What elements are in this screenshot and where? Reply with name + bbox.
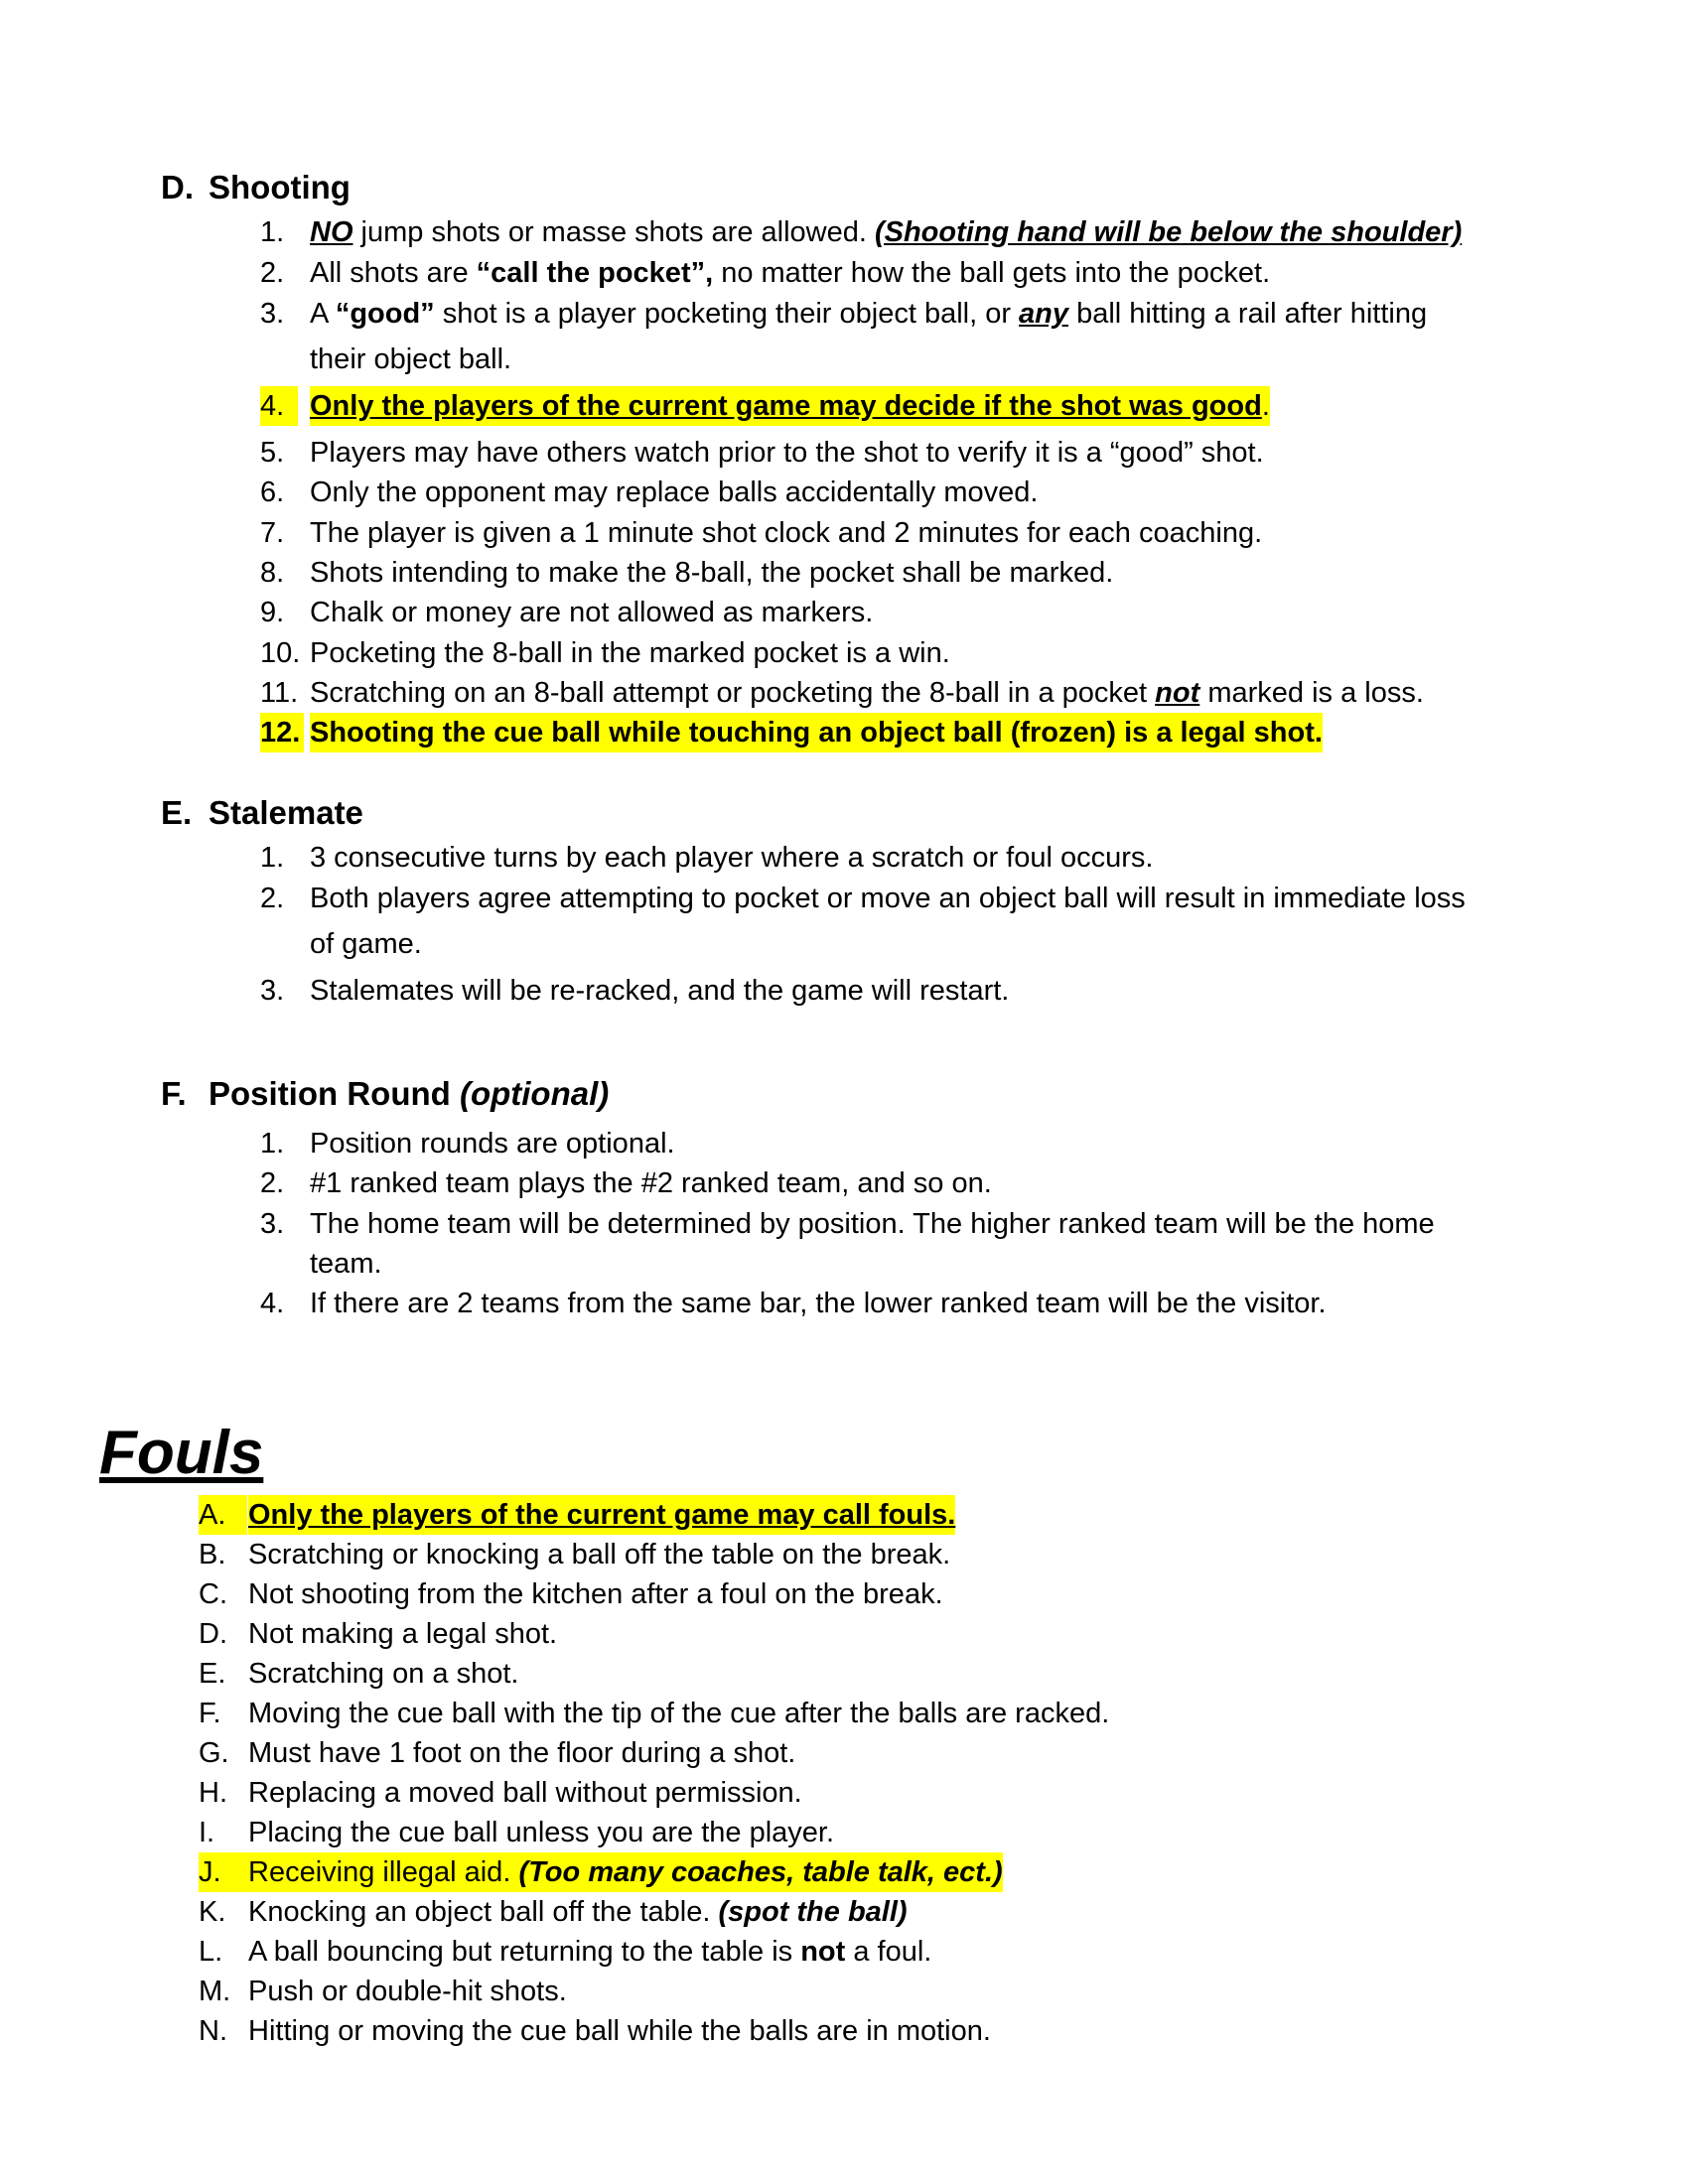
item-number: 4. <box>260 1288 285 1319</box>
item-text: Not making a legal shot. <box>248 1618 558 1650</box>
section-e-heading <box>161 794 363 832</box>
item-number: K. <box>199 1896 226 1928</box>
item-number: 1. <box>260 1128 285 1160</box>
item-number: B. <box>199 1539 226 1570</box>
item-text-part: . <box>1261 390 1270 422</box>
item-text: Replacing a moved ball without permission. <box>248 1777 802 1809</box>
item-number: 3. <box>260 975 285 1007</box>
item-text-part: no matter how the ball gets into the pocket. <box>713 257 1271 289</box>
item-continuation: team. <box>310 1248 382 1280</box>
item-text: 3 consecutive turns by each player where a scratch or foul occurs. <box>310 842 1154 874</box>
fouls-heading: Fouls <box>99 1419 264 1487</box>
item-number: L. <box>199 1936 223 1968</box>
item-number: A. <box>199 1495 247 1535</box>
item-text: Pocketing the 8-ball in the marked pocket is a win. <box>310 637 950 669</box>
item-text <box>248 1932 931 1972</box>
emphasis-text: (Shooting hand will be below the shoulder) <box>874 216 1463 248</box>
item-number: 2. <box>260 1167 285 1199</box>
item-text <box>310 253 1270 293</box>
item-number: 10. <box>260 637 301 669</box>
item-text <box>310 294 1427 334</box>
item-number: N. <box>199 2015 227 2047</box>
item-text <box>310 212 1462 252</box>
item-text: The home team will be determined by position. The higher ranked team will be the home <box>310 1208 1435 1240</box>
section-title: Stalemate <box>209 794 363 831</box>
item-text: Only the opponent may replace balls accidentally moved. <box>310 477 1039 508</box>
item-number: J. <box>199 1852 261 1892</box>
item-text: Hitting or moving the cue ball while the balls are in motion. <box>248 2015 991 2047</box>
item-text: Position rounds are optional. <box>310 1128 675 1160</box>
item-text-part: shot is a player pocketing their object ball, or <box>434 298 1020 330</box>
item-number: I. <box>199 1817 215 1848</box>
emphasis-text: any <box>1019 298 1069 330</box>
item-text: #1 ranked team plays the #2 ranked team, and so on. <box>310 1167 992 1199</box>
item-number: 1. <box>260 216 285 248</box>
emphasis-text: “call the pocket”, <box>476 257 714 289</box>
item-text: Must have 1 foot on the floor during a shot. <box>248 1737 796 1769</box>
item-number: 8. <box>260 557 285 589</box>
item-number: 4. <box>260 386 298 426</box>
item-continuation: their object ball. <box>310 343 512 375</box>
item-text: Not shooting from the kitchen after a foul on the break. <box>248 1578 943 1610</box>
item-number: 6. <box>260 477 285 508</box>
item-number: 3. <box>260 298 285 330</box>
item-text: Both players agree attempting to pocket or move an object ball will result in immediate loss <box>310 883 1466 914</box>
section-title-optional: (optional) <box>459 1075 610 1112</box>
item-text: Chalk or money are not allowed as markers. <box>310 597 874 628</box>
section-letter: E. <box>161 794 193 831</box>
item-text-part: Scratching on an 8-ball attempt or pocketing the 8-ball in a pocket <box>310 677 1156 709</box>
item-text-part: All shots are <box>310 257 477 289</box>
item-number: 12. <box>260 713 304 752</box>
emphasis-text: not <box>1155 677 1200 709</box>
item-text-part: ball hitting a rail after hitting <box>1068 298 1428 330</box>
item-number: 9. <box>260 597 285 628</box>
item-text: Scratching on a shot. <box>248 1658 519 1690</box>
item-text: Scratching or knocking a ball off the table on the break. <box>248 1539 951 1570</box>
item-text: Only the players of the current game may call fouls. <box>248 1495 955 1535</box>
item-number: 3. <box>260 1208 285 1240</box>
item-number: G. <box>199 1737 229 1769</box>
item-text: Players may have others watch prior to the shot to verify it is a “good” shot. <box>310 437 1264 469</box>
item-number: M. <box>199 1976 231 2007</box>
emphasis-text: (spot the ball) <box>718 1896 908 1928</box>
item-text: Moving the cue ball with the tip of the cue after the balls are racked. <box>248 1698 1110 1729</box>
emphasis-text: (Too many coaches, table talk, ect.) <box>518 1856 1003 1888</box>
section-title: Position Round <box>209 1075 460 1112</box>
item-text: The player is given a 1 minute shot clock and 2 minutes for each coaching. <box>310 517 1263 549</box>
item-text: Shooting the cue ball while touching an object ball (frozen) is a legal shot. <box>310 713 1323 752</box>
item-text-part: marked is a loss. <box>1199 677 1424 709</box>
item-text <box>248 1892 908 1932</box>
section-letter: F. <box>161 1075 187 1112</box>
item-number: 7. <box>260 517 285 549</box>
item-continuation: of game. <box>310 928 422 960</box>
emphasis-text: “good” <box>335 298 435 330</box>
item-number: E. <box>199 1658 226 1690</box>
item-text-part: Knocking an object ball off the table. <box>248 1896 719 1928</box>
item-number: H. <box>199 1777 227 1809</box>
item-text <box>310 673 1424 713</box>
item-text: Stalemates will be re-racked, and the game will restart. <box>310 975 1010 1007</box>
item-number: 2. <box>260 883 285 914</box>
item-number: 5. <box>260 437 285 469</box>
emphasis-text: Only the players of the current game may decide if the shot was good <box>310 390 1262 422</box>
item-text-part: jump shots or masse shots are allowed. <box>352 216 875 248</box>
item-number: 11. <box>260 677 299 709</box>
item-number: C. <box>199 1578 227 1610</box>
item-text: Push or double-hit shots. <box>248 1976 567 2007</box>
item-text-part: A <box>310 298 336 330</box>
item-text: Placing the cue ball unless you are the player. <box>248 1817 835 1848</box>
item-text-part: a foul. <box>845 1936 932 1968</box>
section-f-heading <box>161 1075 609 1113</box>
item-text <box>248 1852 1003 1892</box>
item-text <box>310 386 1270 426</box>
item-number: F. <box>199 1698 221 1729</box>
emphasis-text: not <box>800 1936 846 1968</box>
item-number: D. <box>199 1618 227 1650</box>
item-text: Shots intending to make the 8-ball, the pocket shall be marked. <box>310 557 1114 589</box>
item-text: If there are 2 teams from the same bar, the lower ranked team will be the visitor. <box>310 1288 1327 1319</box>
item-number: 1. <box>260 842 285 874</box>
emphasis-text: NO <box>310 216 353 248</box>
section-letter: D. <box>161 169 194 205</box>
section-d-heading <box>161 169 351 206</box>
item-text-part: Receiving illegal aid. <box>248 1856 519 1888</box>
item-text-part: A ball bouncing but returning to the table is <box>248 1936 801 1968</box>
section-title: Shooting <box>209 169 351 205</box>
item-number: 2. <box>260 257 285 289</box>
